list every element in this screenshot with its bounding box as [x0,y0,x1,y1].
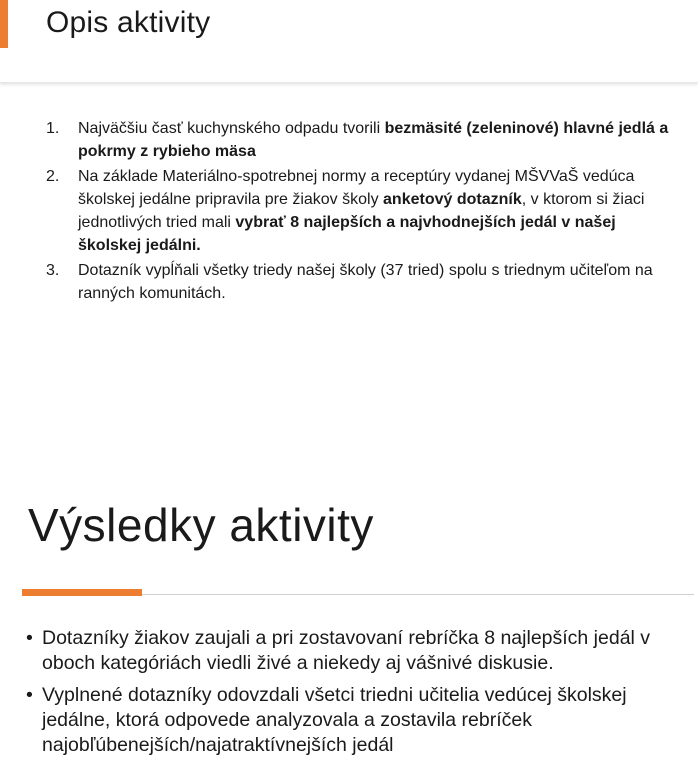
step-text-bold: anketový dotazník [383,191,522,208]
bullet-icon: • [26,684,33,706]
list-number: 1. [46,120,60,137]
step-text-bold: vybrať 8 najlepších a najvhodnejších jedál v našej školskej jedálni. [78,214,616,254]
results-bullet-list [24,626,684,765]
list-number: 2. [46,168,60,185]
bullet-icon: • [26,627,33,649]
slide-header [0,0,698,83]
list-item [46,165,676,257]
list-item [24,683,684,758]
accent-bar [0,0,8,48]
bullet-text: Vyplnené dotazníky odovzdali všetci triedni učitelia vedúcej školskej jedálne, ktorá odpovede analyzovala a zostavila rebríček najobľúbenejších/najatraktívnejších jedál [42,684,627,756]
slide-title: Opis aktivity [46,6,211,39]
bullet-text: Dotazníky žiakov zaujali a pri zostavovaní rebríčka 8 najlepších jedál v oboch kategóriách viedli živé a niekedy aj vášnivé diskusie. [42,627,651,674]
accent-bar [22,589,142,596]
list-item [24,626,684,676]
step-text: Dotazník vypĺňali všetky triedy našej školy (37 tried) spolu s triednym učiteľom na ranných komunitách. [78,262,653,302]
step-text: Na základe Materiálno-spotrebnej normy a receptúry vydanej MŠVVaŠ vedúca školskej jedálne pripravila pre žiakov školy [78,168,635,208]
results-title: Výsledky aktivity [28,499,374,551]
list-number: 3. [46,262,60,279]
step-text: Najväčšiu časť kuchynského odpadu tvorili [78,120,385,137]
activity-steps-list [46,117,676,307]
list-item [46,259,676,305]
step-text: , v ktorom si žiaci jednotlivých tried mali [78,191,645,231]
step-text-bold: bezmäsité (zeleninové) hlavné jedlá a pokrmy z rybieho mäsa [78,120,669,160]
list-item [46,117,676,163]
